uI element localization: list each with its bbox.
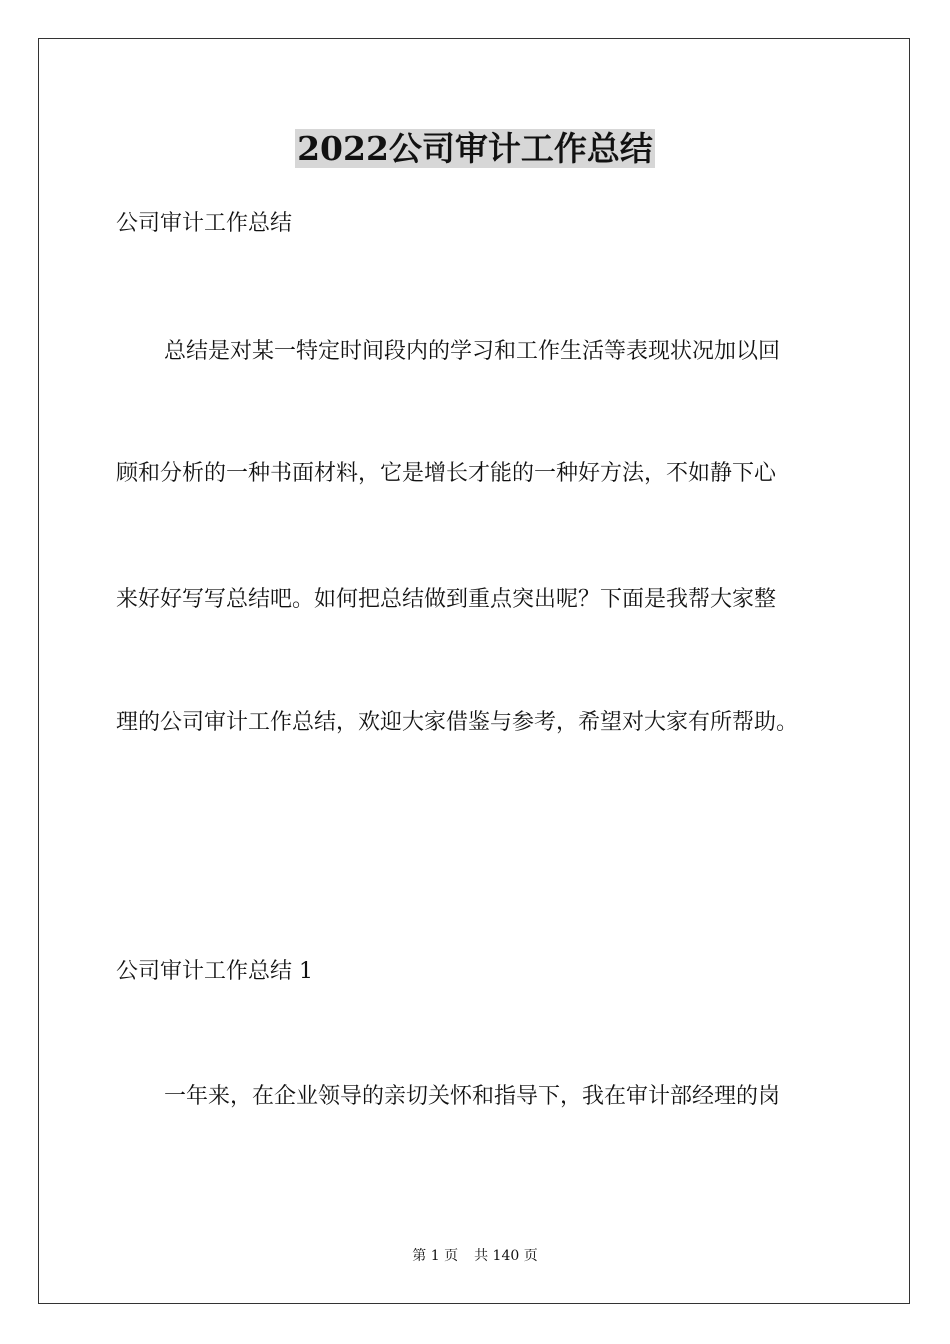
intro-line-2: 顾和分析的一种书面材料，它是增长才能的一种好方法，不如静下心 — [116, 461, 777, 486]
intro-line-4: 理的公司审计工作总结，欢迎大家借鉴与参考，希望对大家有所帮助。 — [116, 710, 799, 735]
document-heading: 公司审计工作总结 — [116, 211, 293, 236]
section-line-1: 一年来，在企业领导的亲切关怀和指导下，我在审计部经理的岗 — [164, 1084, 781, 1109]
intro-line-3: 来好好写写总结吧。如何把总结做到重点突出呢？下面是我帮大家整 — [116, 587, 777, 612]
document-title — [0, 128, 950, 170]
page-total: 共 140 页 — [474, 1248, 538, 1264]
section-heading: 公司审计工作总结 1 — [116, 959, 313, 984]
page-footer — [0, 1246, 950, 1266]
intro-line-1: 总结是对某一特定时间段内的学习和工作生活等表现状况加以回 — [164, 339, 781, 364]
document-title-text: 2022公司审计工作总结 — [297, 129, 653, 168]
page-number: 第 1 页 — [412, 1248, 459, 1264]
